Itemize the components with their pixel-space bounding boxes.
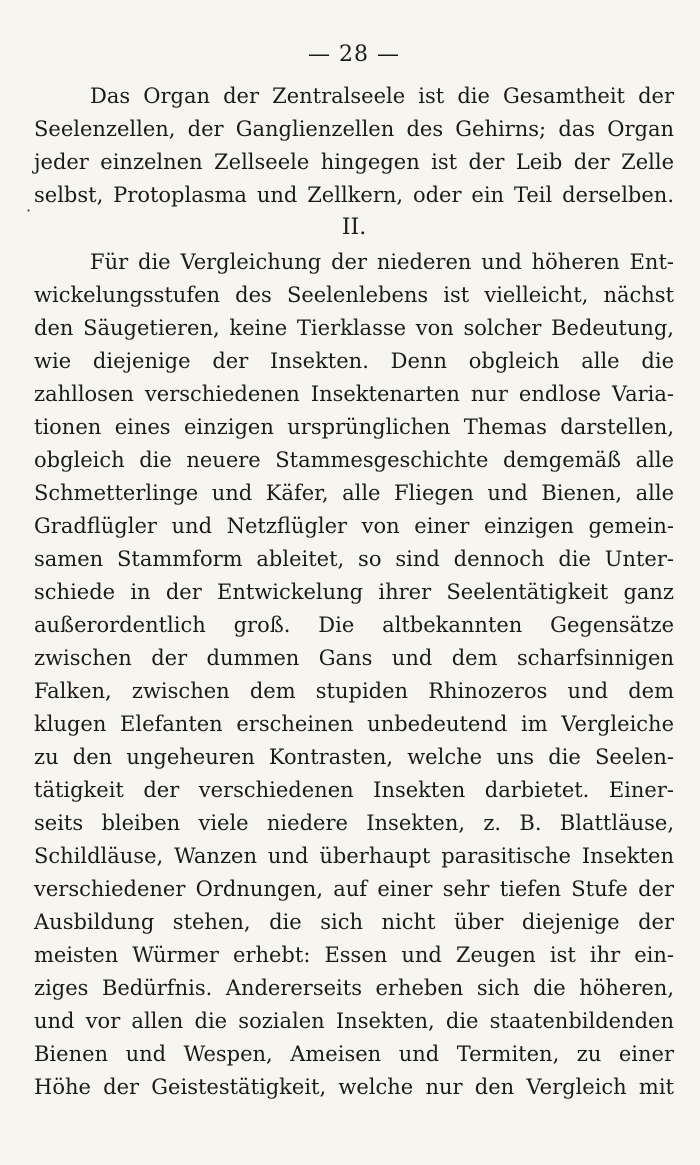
text-line: klugen Elefanten erscheinen unbedeutend im Vergleiche: [34, 712, 674, 736]
text-line: tätigkeit der verschiedenen Insekten darbietet. Einer-: [34, 778, 674, 802]
text-line: Das Organ der Zentralseele ist die Gesamtheit der: [90, 84, 674, 108]
text-line: samen Stammform ableitet, so sind dennoch die Unter-: [34, 547, 674, 571]
text-line: Schildläuse, Wanzen und überhaupt parasitische Insekten: [34, 844, 674, 868]
text-line: selbst, Protoplasma und Zellkern, oder ein Teil derselben.: [34, 183, 674, 207]
text-line: wickelungsstufen des Seelenlebens ist vielleicht, nächst: [34, 283, 674, 307]
text-line: meisten Würmer erhebt: Essen und Zeugen ist ihr ein-: [34, 943, 674, 967]
text-line: verschiedener Ordnungen, auf einer sehr tiefen Stufe der: [34, 877, 674, 901]
text-line: Gradflügler und Netzflügler von einer einzigen gemein-: [34, 514, 674, 538]
text-line: Ausbildung stehen, die sich nicht über diejenige der: [34, 910, 674, 934]
text-line: Für die Vergleichung der niederen und höheren Ent-: [90, 250, 674, 274]
text-line: und vor allen die sozialen Insekten, die staatenbildenden: [34, 1009, 674, 1033]
text-line: obgleich die neuere Stammesgeschichte demgemäß alle: [34, 448, 674, 472]
stray-print-mark: ·: [26, 201, 32, 220]
text-line: Bienen und Wespen, Ameisen und Termiten, zu einer: [34, 1042, 674, 1066]
text-line: seits bleiben viele niedere Insekten, z. B. Blattläuse,: [34, 811, 674, 835]
text-line: Schmetterlinge und Käfer, alle Fliegen und Bienen, alle: [34, 481, 674, 505]
page-content: [34, 40, 674, 1104]
paragraph-1: [34, 80, 674, 212]
text-line: Seelenzellen, der Ganglienzellen des Gehirns; das Organ: [34, 117, 674, 141]
text-line: zahllosen verschiedenen Insektenarten nur endlose Varia-: [34, 382, 674, 406]
text-line: wie diejenige der Insekten. Denn obgleich alle die: [34, 349, 674, 373]
text-line: schiede in der Entwickelung ihrer Seelentätigkeit ganz: [34, 580, 674, 604]
text-line: ziges Bedürfnis. Andererseits erheben sich die höheren,: [34, 976, 674, 1000]
text-line: jeder einzelnen Zellseele hingegen ist der Leib der Zelle: [34, 150, 674, 174]
text-line: zwischen der dummen Gans und dem scharfsinnigen: [34, 646, 674, 670]
text-line: außerordentlich groß. Die altbekannten Gegensätze: [34, 613, 674, 637]
section-heading: II.: [341, 215, 367, 240]
text-line: den Säugetieren, keine Tierklasse von solcher Bedeutung,: [34, 316, 674, 340]
text-line: zu den ungeheuren Kontrasten, welche uns die Seelen-: [34, 745, 674, 769]
paragraph-2: [34, 246, 674, 1104]
text-line: Falken, zwischen dem stupiden Rhinozeros und dem: [34, 679, 674, 703]
text-line: tionen eines einzigen ursprünglichen Themas darstellen,: [34, 415, 674, 439]
page-number: — 28 —: [308, 42, 400, 67]
text-line: Höhe der Geistestätigkeit, welche nur den Vergleich mit: [34, 1075, 674, 1099]
